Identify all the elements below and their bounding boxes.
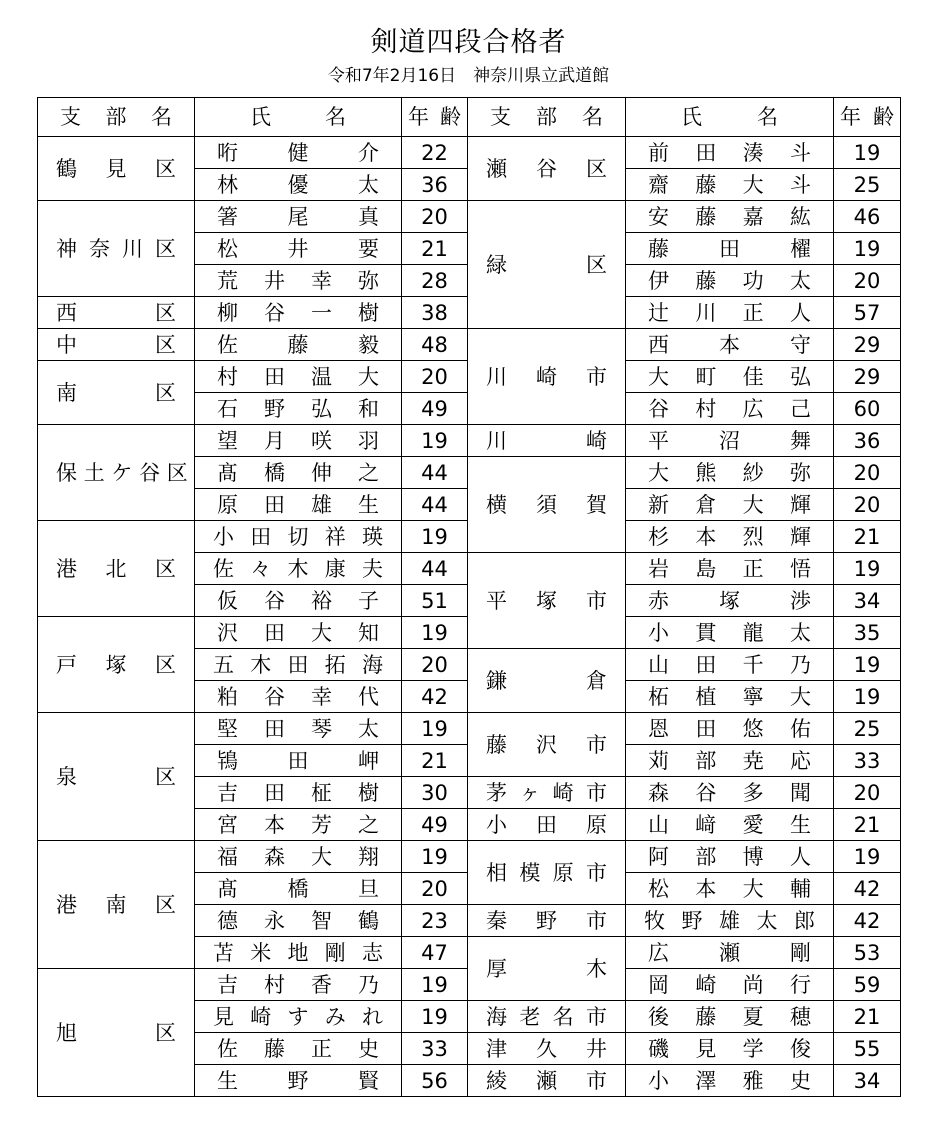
member-age: 46 (834, 201, 901, 233)
branch-cell: 秦 野 市 (468, 905, 626, 937)
member-age: 20 (834, 457, 901, 489)
member-age: 21 (402, 233, 468, 265)
member-name: 小 田 切 祥 瑛 (195, 521, 402, 553)
member-age: 19 (402, 521, 468, 553)
branch-cell: 緑 区 (468, 201, 626, 329)
member-age: 19 (834, 649, 901, 681)
member-age: 47 (402, 937, 468, 969)
member-age: 53 (834, 937, 901, 969)
member-name: 柳 谷 一 樹 (195, 297, 402, 329)
member-age: 19 (402, 1001, 468, 1033)
branch-cell: 保 土 ケ 谷 区 (38, 425, 195, 521)
member-name: 柘 植 寧 大 (626, 681, 834, 713)
branch-cell: 鶴 見 区 (38, 137, 195, 201)
member-name: 宮 本 芳 之 (195, 809, 402, 841)
member-name: 佐 藤 正 史 (195, 1033, 402, 1065)
member-age: 20 (834, 265, 901, 297)
member-name: 赤 塚 渉 (626, 585, 834, 617)
member-name: 五 木 田 拓 海 (195, 649, 402, 681)
member-name: 福 森 大 翔 (195, 841, 402, 873)
age-header-right: 年 齢 (834, 98, 901, 137)
member-name: 岩 島 正 悟 (626, 553, 834, 585)
table-row (38, 713, 901, 745)
member-age: 33 (402, 1033, 468, 1065)
member-name: 德 永 智 鶴 (195, 905, 402, 937)
member-age: 42 (834, 873, 901, 905)
branch-cell: 相 模 原 市 (468, 841, 626, 905)
member-name: 沢 田 大 知 (195, 617, 402, 649)
name-header-left: 氏 名 (195, 98, 402, 137)
member-name: 辻 川 正 人 (626, 297, 834, 329)
member-age: 30 (402, 777, 468, 809)
member-name: 平 沼 舞 (626, 425, 834, 457)
header-row (38, 98, 901, 137)
member-age: 36 (834, 425, 901, 457)
member-name: 松 井 要 (195, 233, 402, 265)
member-age: 48 (402, 329, 468, 361)
branch-cell: 鎌 倉 (468, 649, 626, 713)
member-name: 藤 田 櫂 (626, 233, 834, 265)
member-age: 35 (834, 617, 901, 649)
member-age: 19 (402, 425, 468, 457)
exam-date-venue: 令和7年2月16日 神奈川県立武道館 (327, 66, 610, 86)
member-age: 42 (402, 681, 468, 713)
member-name: 望 月 咲 羽 (195, 425, 402, 457)
table-row (38, 329, 901, 361)
member-name: 新 倉 大 輝 (626, 489, 834, 521)
table-row (38, 137, 901, 169)
member-name: 牧 野 雄 太 郎 (626, 905, 834, 937)
member-age: 19 (402, 841, 468, 873)
member-age: 20 (402, 201, 468, 233)
member-age: 21 (834, 809, 901, 841)
name-header-right: 氏 名 (626, 98, 834, 137)
member-age: 44 (402, 457, 468, 489)
member-name: 広 瀬 剛 (626, 937, 834, 969)
member-name: 山 﨑 愛 生 (626, 809, 834, 841)
member-name: 苅 部 尭 応 (626, 745, 834, 777)
member-age: 33 (834, 745, 901, 777)
member-age: 38 (402, 297, 468, 329)
member-name: 安 藤 嘉 紘 (626, 201, 834, 233)
member-age: 49 (402, 809, 468, 841)
member-name: 岡 崎 尚 行 (626, 969, 834, 1001)
member-name: 磯 見 学 俊 (626, 1033, 834, 1065)
member-name: 吉 田 柾 樹 (195, 777, 402, 809)
member-age: 34 (834, 585, 901, 617)
branch-cell: 旭 区 (38, 969, 195, 1097)
branch-cell: 泉 区 (38, 713, 195, 841)
table-row (38, 841, 901, 873)
member-age: 19 (402, 617, 468, 649)
member-name: 原 田 雄 生 (195, 489, 402, 521)
member-name: 仮 谷 裕 子 (195, 585, 402, 617)
member-name: 髙 橋 旦 (195, 873, 402, 905)
member-age: 28 (402, 265, 468, 297)
member-age: 19 (834, 137, 901, 169)
branch-cell: 川 崎 市 (468, 329, 626, 425)
age-header-left: 年 齢 (402, 98, 468, 137)
member-age: 20 (402, 873, 468, 905)
member-name: 髙 橋 伸 之 (195, 457, 402, 489)
member-name: 見 崎 す み れ (195, 1001, 402, 1033)
member-age: 55 (834, 1033, 901, 1065)
member-age: 20 (834, 777, 901, 809)
branch-cell: 南 区 (38, 361, 195, 425)
member-age: 20 (834, 489, 901, 521)
member-name: 林 優 太 (195, 169, 402, 201)
table-row (38, 201, 901, 233)
member-name: 吉 村 香 乃 (195, 969, 402, 1001)
member-age: 21 (834, 521, 901, 553)
member-name: 後 藤 夏 穂 (626, 1001, 834, 1033)
member-age: 57 (834, 297, 901, 329)
member-name: 大 町 佳 弘 (626, 361, 834, 393)
member-name: 荒 井 幸 弥 (195, 265, 402, 297)
member-name: 粕 谷 幸 代 (195, 681, 402, 713)
member-name: 恩 田 悠 佑 (626, 713, 834, 745)
member-age: 36 (402, 169, 468, 201)
member-age: 51 (402, 585, 468, 617)
member-name: 大 熊 紗 弥 (626, 457, 834, 489)
member-age: 19 (834, 681, 901, 713)
member-name: 村 田 温 大 (195, 361, 402, 393)
branch-cell: 藤 沢 市 (468, 713, 626, 777)
member-age: 22 (402, 137, 468, 169)
member-age: 29 (834, 361, 901, 393)
member-age: 19 (834, 553, 901, 585)
member-name: 鴇 田 岬 (195, 745, 402, 777)
member-name: 佐 藤 毅 (195, 329, 402, 361)
results-table (37, 97, 901, 1097)
branch-cell: 西 区 (38, 297, 195, 329)
member-age: 42 (834, 905, 901, 937)
member-age: 34 (834, 1065, 901, 1097)
member-name: 堅 田 琴 太 (195, 713, 402, 745)
member-name: 哘 健 介 (195, 137, 402, 169)
branch-cell: 川 崎 (468, 425, 626, 457)
member-age: 23 (402, 905, 468, 937)
branch-cell: 小 田 原 (468, 809, 626, 841)
branch-cell: 茅 ヶ 崎 市 (468, 777, 626, 809)
member-name: 伊 藤 功 太 (626, 265, 834, 297)
branch-cell: 横 須 賀 (468, 457, 626, 553)
page-title: 剣道四段合格者 (370, 27, 567, 58)
member-name: 苫 米 地 剛 志 (195, 937, 402, 969)
member-name: 松 本 大 輔 (626, 873, 834, 905)
member-age: 19 (834, 841, 901, 873)
member-name: 箸 尾 真 (195, 201, 402, 233)
member-age: 29 (834, 329, 901, 361)
member-name: 山 田 千 乃 (626, 649, 834, 681)
table-row (38, 425, 901, 457)
member-age: 49 (402, 393, 468, 425)
branch-cell: 海 老 名 市 (468, 1001, 626, 1033)
member-name: 杉 本 烈 輝 (626, 521, 834, 553)
branch-cell: 港 北 区 (38, 521, 195, 617)
branch-cell: 神 奈 川 区 (38, 201, 195, 297)
member-age: 56 (402, 1065, 468, 1097)
branch-cell: 綾 瀬 市 (468, 1065, 626, 1097)
branch-header-right: 支 部 名 (468, 98, 626, 137)
branch-cell: 戸 塚 区 (38, 617, 195, 713)
member-age: 19 (834, 233, 901, 265)
member-name: 西 本 守 (626, 329, 834, 361)
member-name: 生 野 賢 (195, 1065, 402, 1097)
branch-cell: 厚 木 (468, 937, 626, 1001)
branch-cell: 中 区 (38, 329, 195, 361)
branch-cell: 津 久 井 (468, 1033, 626, 1065)
member-age: 59 (834, 969, 901, 1001)
member-age: 19 (402, 713, 468, 745)
member-age: 25 (834, 169, 901, 201)
member-name: 谷 村 広 己 (626, 393, 834, 425)
member-name: 小 貫 龍 太 (626, 617, 834, 649)
branch-cell: 瀬 谷 区 (468, 137, 626, 201)
branch-cell: 港 南 区 (38, 841, 195, 969)
member-age: 25 (834, 713, 901, 745)
member-age: 21 (834, 1001, 901, 1033)
member-name: 石 野 弘 和 (195, 393, 402, 425)
member-age: 20 (402, 649, 468, 681)
branch-cell: 平 塚 市 (468, 553, 626, 649)
member-name: 森 谷 多 聞 (626, 777, 834, 809)
member-age: 44 (402, 553, 468, 585)
member-name: 小 澤 雅 史 (626, 1065, 834, 1097)
branch-header-left: 支 部 名 (38, 98, 195, 137)
member-age: 21 (402, 745, 468, 777)
member-name: 阿 部 博 人 (626, 841, 834, 873)
member-name: 齋 藤 大 斗 (626, 169, 834, 201)
member-age: 60 (834, 393, 901, 425)
member-name: 前 田 湊 斗 (626, 137, 834, 169)
member-name: 佐 々 木 康 夫 (195, 553, 402, 585)
member-age: 19 (402, 969, 468, 1001)
member-age: 20 (402, 361, 468, 393)
member-age: 44 (402, 489, 468, 521)
